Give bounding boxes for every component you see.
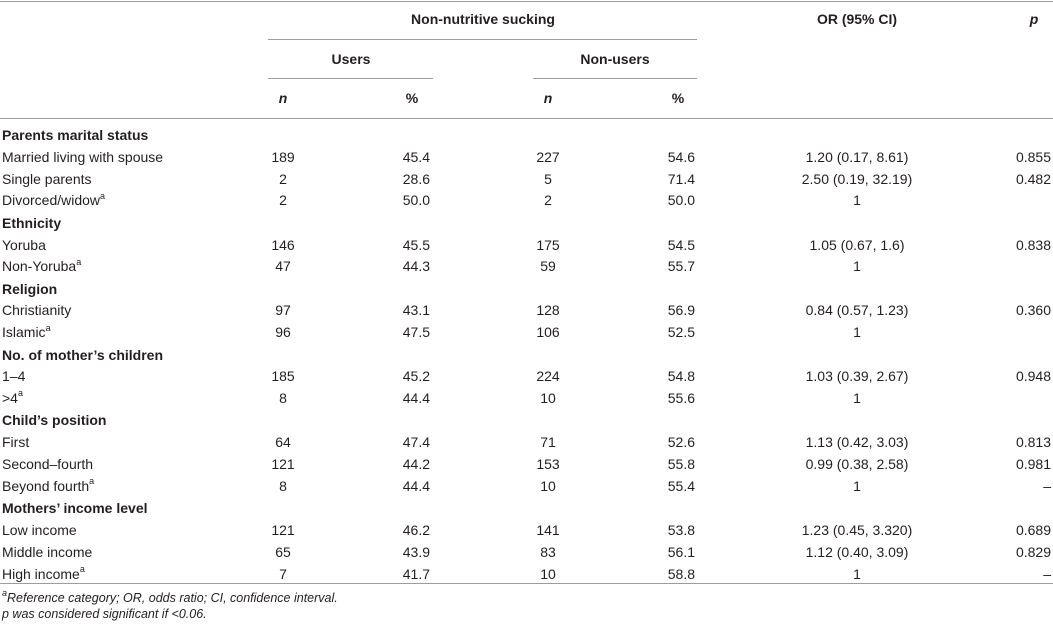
or-ci-cell: 1	[853, 390, 861, 407]
users-pct-cell: 43.1	[402, 302, 430, 319]
non-users-n-cell: 153	[536, 456, 560, 472]
non-users-pct-cell: 55.4	[667, 477, 695, 494]
non-users-pct-cell: 56.9	[667, 302, 695, 319]
users-n-cell: 121	[271, 521, 295, 538]
non-users-pct-header: %	[671, 90, 685, 106]
non-users-n-cell: 227	[536, 148, 560, 165]
row-label: Beyond fourth$^a$	[2, 476, 95, 494]
row-label: 1–4	[2, 368, 26, 385]
users-n-cell: 65	[275, 543, 291, 560]
users-pct-cell: 43.9	[402, 543, 430, 560]
section-title: Child’s position	[2, 412, 107, 429]
users-pct-cell: 50.0	[402, 192, 430, 209]
users-n-cell: 97	[275, 302, 291, 319]
users-pct-cell: 45.2	[402, 368, 430, 385]
section-title: No. of mother’s children	[2, 346, 164, 363]
non-users-pct-cell: 58.8	[667, 565, 695, 582]
header-rule	[0, 118, 1053, 119]
section-title: Parents marital status	[2, 127, 149, 143]
users-pct-header: %	[405, 90, 419, 106]
users-pct-cell: 44.3	[402, 258, 430, 275]
non-users-pct-cell: 54.8	[667, 368, 695, 385]
footnote-1: $^a$Reference category; OR, odds ratio; CI, confidence interval.	[2, 587, 338, 605]
group-rule	[268, 39, 697, 40]
non-users-n-cell: 175	[536, 236, 560, 253]
row-label: Christianity	[2, 302, 72, 319]
p-value-cell: 0.360	[1015, 302, 1051, 319]
row-label: Married living with spouse	[2, 148, 164, 165]
section-title: Ethnicity	[2, 214, 62, 231]
users-pct-cell: 44.2	[402, 456, 430, 472]
top-rule	[0, 1, 1053, 2]
non-users-n-cell: 83	[540, 543, 556, 560]
non-users-pct-cell: 50.0	[667, 192, 695, 209]
users-pct-cell: 44.4	[402, 390, 430, 407]
p-value-cell: 0.981	[1015, 456, 1051, 472]
non-users-pct-cell: 55.7	[667, 258, 695, 275]
non-users-n-cell: 141	[536, 521, 560, 538]
users-n-cell: 8	[279, 477, 287, 494]
p-value-cell: 0.689	[1015, 521, 1051, 538]
non-users-n-cell: 128	[536, 302, 560, 319]
non-users-pct-cell: 71.4	[667, 170, 695, 187]
users-n-cell: 121	[271, 456, 295, 472]
non-users-pct-cell: 54.6	[667, 148, 695, 165]
users-pct-cell: 28.6	[402, 170, 430, 187]
users-pct-cell: 46.2	[402, 521, 430, 538]
or-ci-cell: 1.20 (0.17, 8.61)	[805, 148, 909, 165]
users-pct-cell: 47.4	[402, 434, 430, 451]
non-users-header: Non-users	[580, 51, 650, 67]
p-header: p	[1029, 11, 1039, 27]
section-title: Mothers’ income level	[2, 500, 148, 517]
p-value-cell: 0.948	[1015, 368, 1051, 385]
or-ci-cell: 1.05 (0.67, 1.6)	[809, 236, 905, 253]
users-n-cell: 2	[279, 170, 287, 187]
users-n-cell: 185	[271, 368, 295, 385]
row-label: Low income	[2, 521, 77, 538]
or-ci-cell: 1	[853, 192, 861, 209]
users-pct-cell: 47.5	[402, 324, 430, 341]
users-pct-cell: 41.7	[402, 565, 430, 582]
users-header: Users	[331, 51, 371, 67]
footnote-2: p was considered significant if <0.06.	[2, 607, 207, 621]
section-title: Religion	[2, 280, 58, 297]
users-n-cell: 7	[279, 565, 287, 582]
users-n-header: n	[278, 90, 288, 106]
users-n-cell: 146	[271, 236, 295, 253]
users-n-cell: 8	[279, 390, 287, 407]
users-n-cell: 96	[275, 324, 291, 341]
non-users-n-cell: 106	[536, 324, 560, 341]
non-users-n-cell: 59	[540, 258, 556, 275]
row-label: Yoruba	[2, 236, 46, 253]
p-value-cell: 0.813	[1015, 434, 1051, 451]
or-ci-cell: 1	[853, 258, 861, 275]
non-users-pct-cell: 55.8	[667, 456, 695, 472]
row-label: Single parents	[2, 170, 92, 187]
or-ci-cell: 1.03 (0.39, 2.67)	[805, 368, 909, 385]
p-value-cell: –	[1043, 477, 1051, 494]
p-value-cell: 0.829	[1015, 543, 1051, 560]
p-value-cell: 0.482	[1015, 170, 1051, 187]
p-value-cell: 0.838	[1015, 236, 1051, 253]
or-ci-cell: 1	[853, 477, 861, 494]
non-users-rule	[533, 78, 697, 79]
non-users-pct-cell: 52.6	[667, 434, 695, 451]
users-rule	[268, 78, 433, 79]
or-ci-cell: 1.12 (0.40, 3.09)	[805, 543, 909, 560]
or-header: OR (95% CI)	[816, 11, 898, 27]
users-n-cell: 2	[279, 192, 287, 209]
non-users-n-header: n	[543, 90, 553, 106]
non-users-n-cell: 71	[540, 434, 556, 451]
row-label: First	[2, 434, 30, 451]
non-users-n-cell: 5	[544, 170, 552, 187]
users-n-cell: 64	[275, 434, 291, 451]
users-pct-cell: 45.4	[402, 148, 430, 165]
group-header: Non-nutritive sucking	[411, 11, 555, 27]
or-ci-cell: 1.23 (0.45, 3.320)	[801, 521, 913, 538]
users-n-cell: 47	[275, 258, 291, 275]
non-users-pct-cell: 52.5	[667, 324, 695, 341]
non-users-n-cell: 10	[540, 477, 556, 494]
non-users-n-cell: 10	[540, 565, 556, 582]
or-ci-cell: 0.99 (0.38, 2.58)	[805, 456, 909, 472]
p-value-cell: 0.855	[1015, 148, 1051, 165]
users-pct-cell: 44.4	[402, 477, 430, 494]
bottom-rule	[0, 583, 1053, 584]
or-ci-cell: 1.13 (0.42, 3.03)	[805, 434, 909, 451]
non-users-n-cell: 2	[544, 192, 552, 209]
users-n-cell: 189	[271, 148, 295, 165]
non-users-n-cell: 10	[540, 390, 556, 407]
or-ci-cell: 0.84 (0.57, 1.23)	[805, 302, 909, 319]
p-value-cell: –	[1043, 565, 1051, 582]
row-label: Non-Yoruba$^a$	[2, 256, 82, 275]
or-ci-cell: 1	[853, 324, 861, 341]
non-users-pct-cell: 55.6	[667, 390, 695, 407]
row-label: $>4^a$	[2, 388, 23, 407]
users-pct-cell: 45.5	[402, 236, 430, 253]
non-users-pct-cell: 54.5	[667, 236, 695, 253]
row-label: Divorced/widow$^a$	[2, 190, 106, 209]
row-label: Islamic$^a$	[2, 322, 51, 341]
row-label: Middle income	[2, 543, 93, 560]
row-label: High income$^a$	[2, 563, 85, 582]
or-ci-cell: 2.50 (0.19, 32.19)	[801, 170, 913, 187]
or-ci-cell: 1	[853, 565, 861, 582]
non-users-n-cell: 224	[536, 368, 560, 385]
non-users-pct-cell: 56.1	[667, 543, 695, 560]
row-label: Second–fourth	[2, 456, 94, 472]
non-users-pct-cell: 53.8	[667, 521, 695, 538]
